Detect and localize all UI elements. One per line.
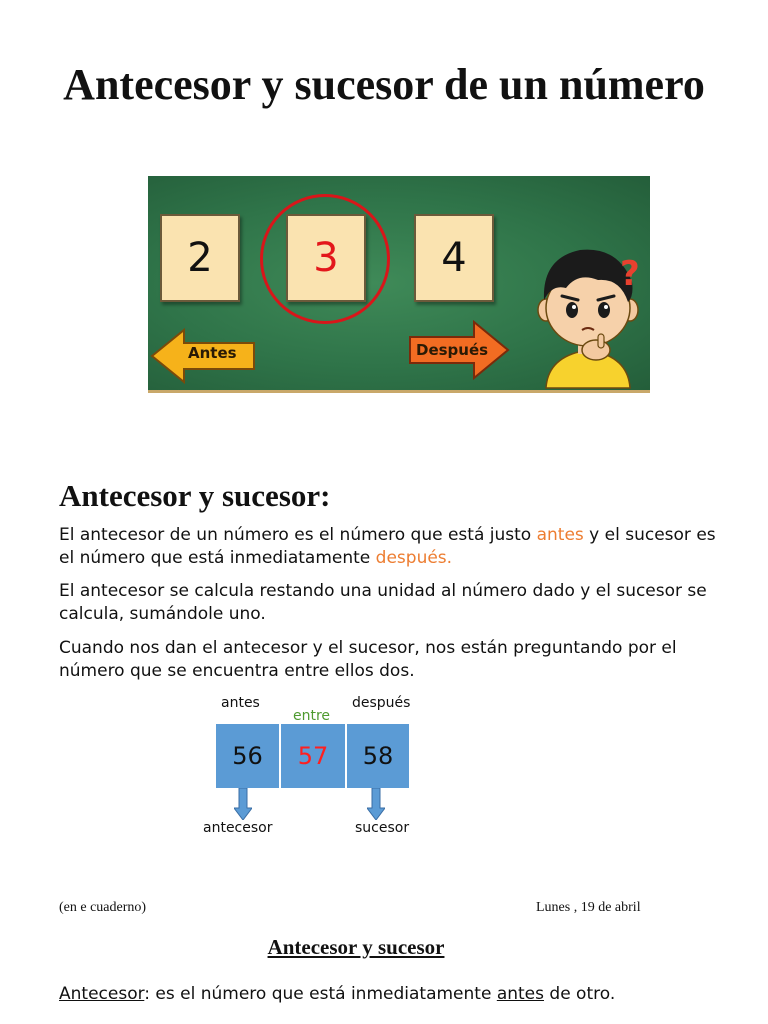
label-after: después (352, 695, 411, 711)
down-arrow-icon (234, 788, 252, 820)
down-arrow-icon (367, 788, 385, 820)
paragraph-definition (59, 524, 719, 570)
number-card-predecessor: 2 (160, 214, 240, 302)
number-line-diagram (200, 692, 440, 842)
paragraph-between: Cuando nos dan el antecesor y el sucesor, nos están preguntando por el número que se encuentra entre ellos dos. (59, 638, 677, 681)
right-arrow-label: Después (416, 341, 489, 359)
value-box-successor: 58 (347, 724, 409, 788)
number-card-successor: 4 (414, 214, 494, 302)
paragraph-text: y el sucesor es el número que está inmediatamente (59, 525, 716, 568)
definition-keyword: antes (496, 984, 544, 1004)
highlight-after: después. (375, 548, 453, 568)
definition-text: : es el número que está inmediatamente (144, 984, 497, 1004)
page-title: Antecesor y sucesor de un número (63, 60, 705, 109)
question-mark: ? (620, 254, 640, 294)
definition-line (59, 984, 739, 1004)
label-successor: sucesor (355, 820, 410, 836)
paragraph-calculation: El antecesor se calcula restando una unidad al número dado y el sucesor se calcula, sumándole uno. (59, 581, 707, 624)
notebook-heading: Antecesor y sucesor (267, 935, 445, 959)
label-predecessor: antecesor (203, 820, 273, 836)
definition-term: Antecesor (59, 984, 145, 1004)
left-arrow-label: Antes (188, 344, 237, 362)
paragraph-text: El antecesor de un número es el número que está justo (59, 525, 537, 545)
notebook-note: (en e cuaderno) (59, 900, 147, 915)
number-card-current: 3 (286, 214, 366, 302)
value-box-predecessor: 56 (216, 724, 279, 788)
highlight-circle (260, 194, 390, 324)
section-heading: Antecesor y sucesor: (59, 478, 331, 513)
value-box-middle: 57 (281, 724, 345, 788)
illustration-board (148, 176, 650, 393)
definition-text: de otro. (544, 984, 616, 1004)
label-before: antes (221, 695, 260, 711)
date-label: Lunes , 19 de abril (536, 900, 641, 915)
label-between: entre (293, 708, 331, 724)
highlight-before: antes (536, 525, 584, 545)
